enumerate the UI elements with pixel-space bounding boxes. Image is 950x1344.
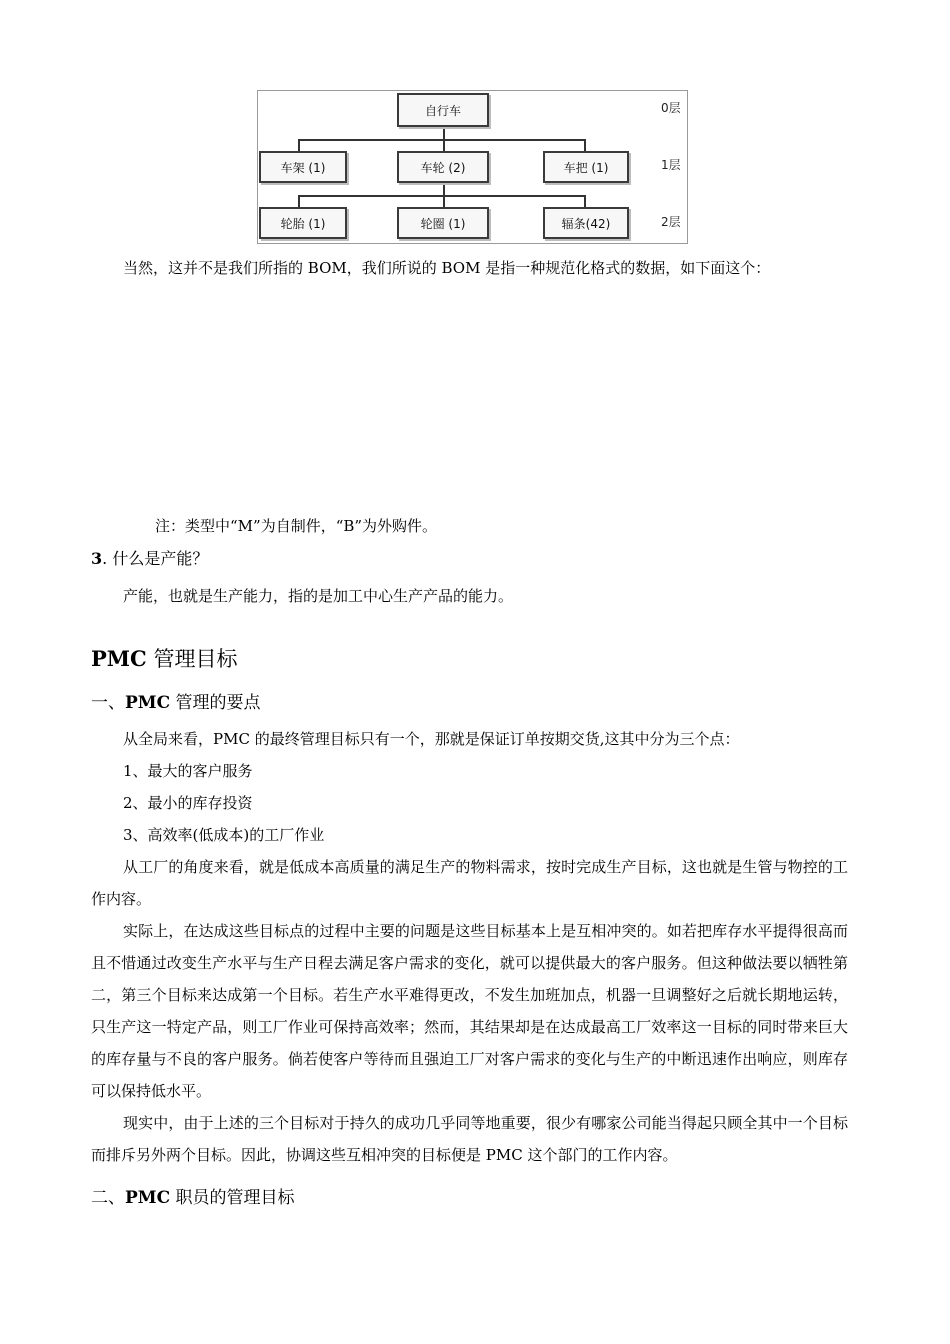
section-heading-1 (91, 688, 261, 713)
bom-node-spokes: 辐条(42) (543, 207, 629, 239)
connector-line (443, 139, 445, 151)
bom-node-tire: 轮胎 (1) (259, 207, 347, 239)
section-rest: 职员的管理目标 (170, 1188, 295, 1208)
heading-bold: PMC (91, 646, 147, 671)
bom-node-root: 自行车 (397, 93, 489, 127)
type-note: 注：类型中“M”为自制件，“B”为外购件。 (155, 517, 438, 535)
factory-view-paragraph: 从工厂的角度来看，就是低成本高质量的满足生产的物料需求，按时完成生产目标，这也就是生管与物控的工作内容。 (91, 858, 848, 908)
bom-node-wheel: 车轮 (2) (397, 151, 489, 183)
question-number: 3 (91, 549, 103, 568)
section-bold: PMC (125, 693, 171, 713)
section-prefix: 一、 (91, 693, 125, 713)
bom-intro-text: 当然，这并不是我们所指的 BOM，我们所说的 BOM 是指一种规范化格式的数据，如下面这个： (123, 259, 771, 277)
question-text: . 什么是产能？ (102, 549, 209, 568)
connector-line (584, 139, 586, 151)
connector-line (298, 139, 586, 141)
section-bold: PMC (125, 1188, 171, 1208)
goal-point-2: 2、最小的库存投资 (123, 794, 253, 812)
connector-line (298, 195, 586, 197)
heading-rest: 管理目标 (146, 647, 238, 671)
layer-label-2: 2层 (661, 215, 681, 229)
bom-node-frame: 车架 (1) (259, 151, 347, 183)
goal-point-3: 3、高效率(低成本)的工厂作业 (123, 826, 325, 844)
overall-goal-paragraph: 从全局来看，PMC 的最终管理目标只有一个，那就是保证订单按期交货,这其中分为三个点： (123, 730, 740, 748)
layer-label-0: 0层 (661, 101, 681, 115)
section-rest: 管理的要点 (170, 693, 261, 713)
connector-line (584, 195, 586, 207)
bom-tree-diagram (257, 90, 688, 244)
goal-point-1: 1、最大的客户服务 (123, 762, 253, 780)
section-prefix: 二、 (91, 1188, 125, 1208)
page-heading-pmc-goals (91, 643, 237, 673)
capacity-definition: 产能，也就是生产能力，指的是加工中心生产产品的能力。 (123, 587, 514, 605)
bom-node-handlebar: 车把 (1) (543, 151, 629, 183)
connector-line (298, 195, 300, 207)
section-question-3 (91, 549, 208, 569)
reality-paragraph: 现实中，由于上述的三个目标对于持久的成功几乎同等地重要，很少有哪家公司能当得起只顾全其中一个目标而排斥另外两个目标。因此，协调这些互相冲突的目标便是 PMC 这个部门的工作内容。 (91, 1114, 848, 1164)
bom-node-rim: 轮圈 (1) (397, 207, 489, 239)
connector-line (298, 139, 300, 151)
section-heading-2 (91, 1183, 295, 1208)
conflict-paragraph: 实际上，在达成这些目标点的过程中主要的问题是这些目标基本上是互相冲突的。如若把库存水平提得很高而且不惜通过改变生产水平与生产日程去满足客户需求的变化，就可以提供最大的客户服务。但这种做法要以牺牲第二，第三个目标来达成第一个目标。若生产水平难得更改，不发生加班加点，机器一旦调整好之后就长期地运转，只生产这一特定产品，则工厂作业可保持高效率；然而，其结果却是在达成最高工厂效率这一目标的同时带来巨大的库存量与不良的客户服务。倘若使客户等待而且强迫工厂对客户需求的变化与生产的中断迅速作出响应，则库存可以保持低水平。 (91, 922, 848, 1100)
layer-label-1: 1层 (661, 158, 681, 172)
